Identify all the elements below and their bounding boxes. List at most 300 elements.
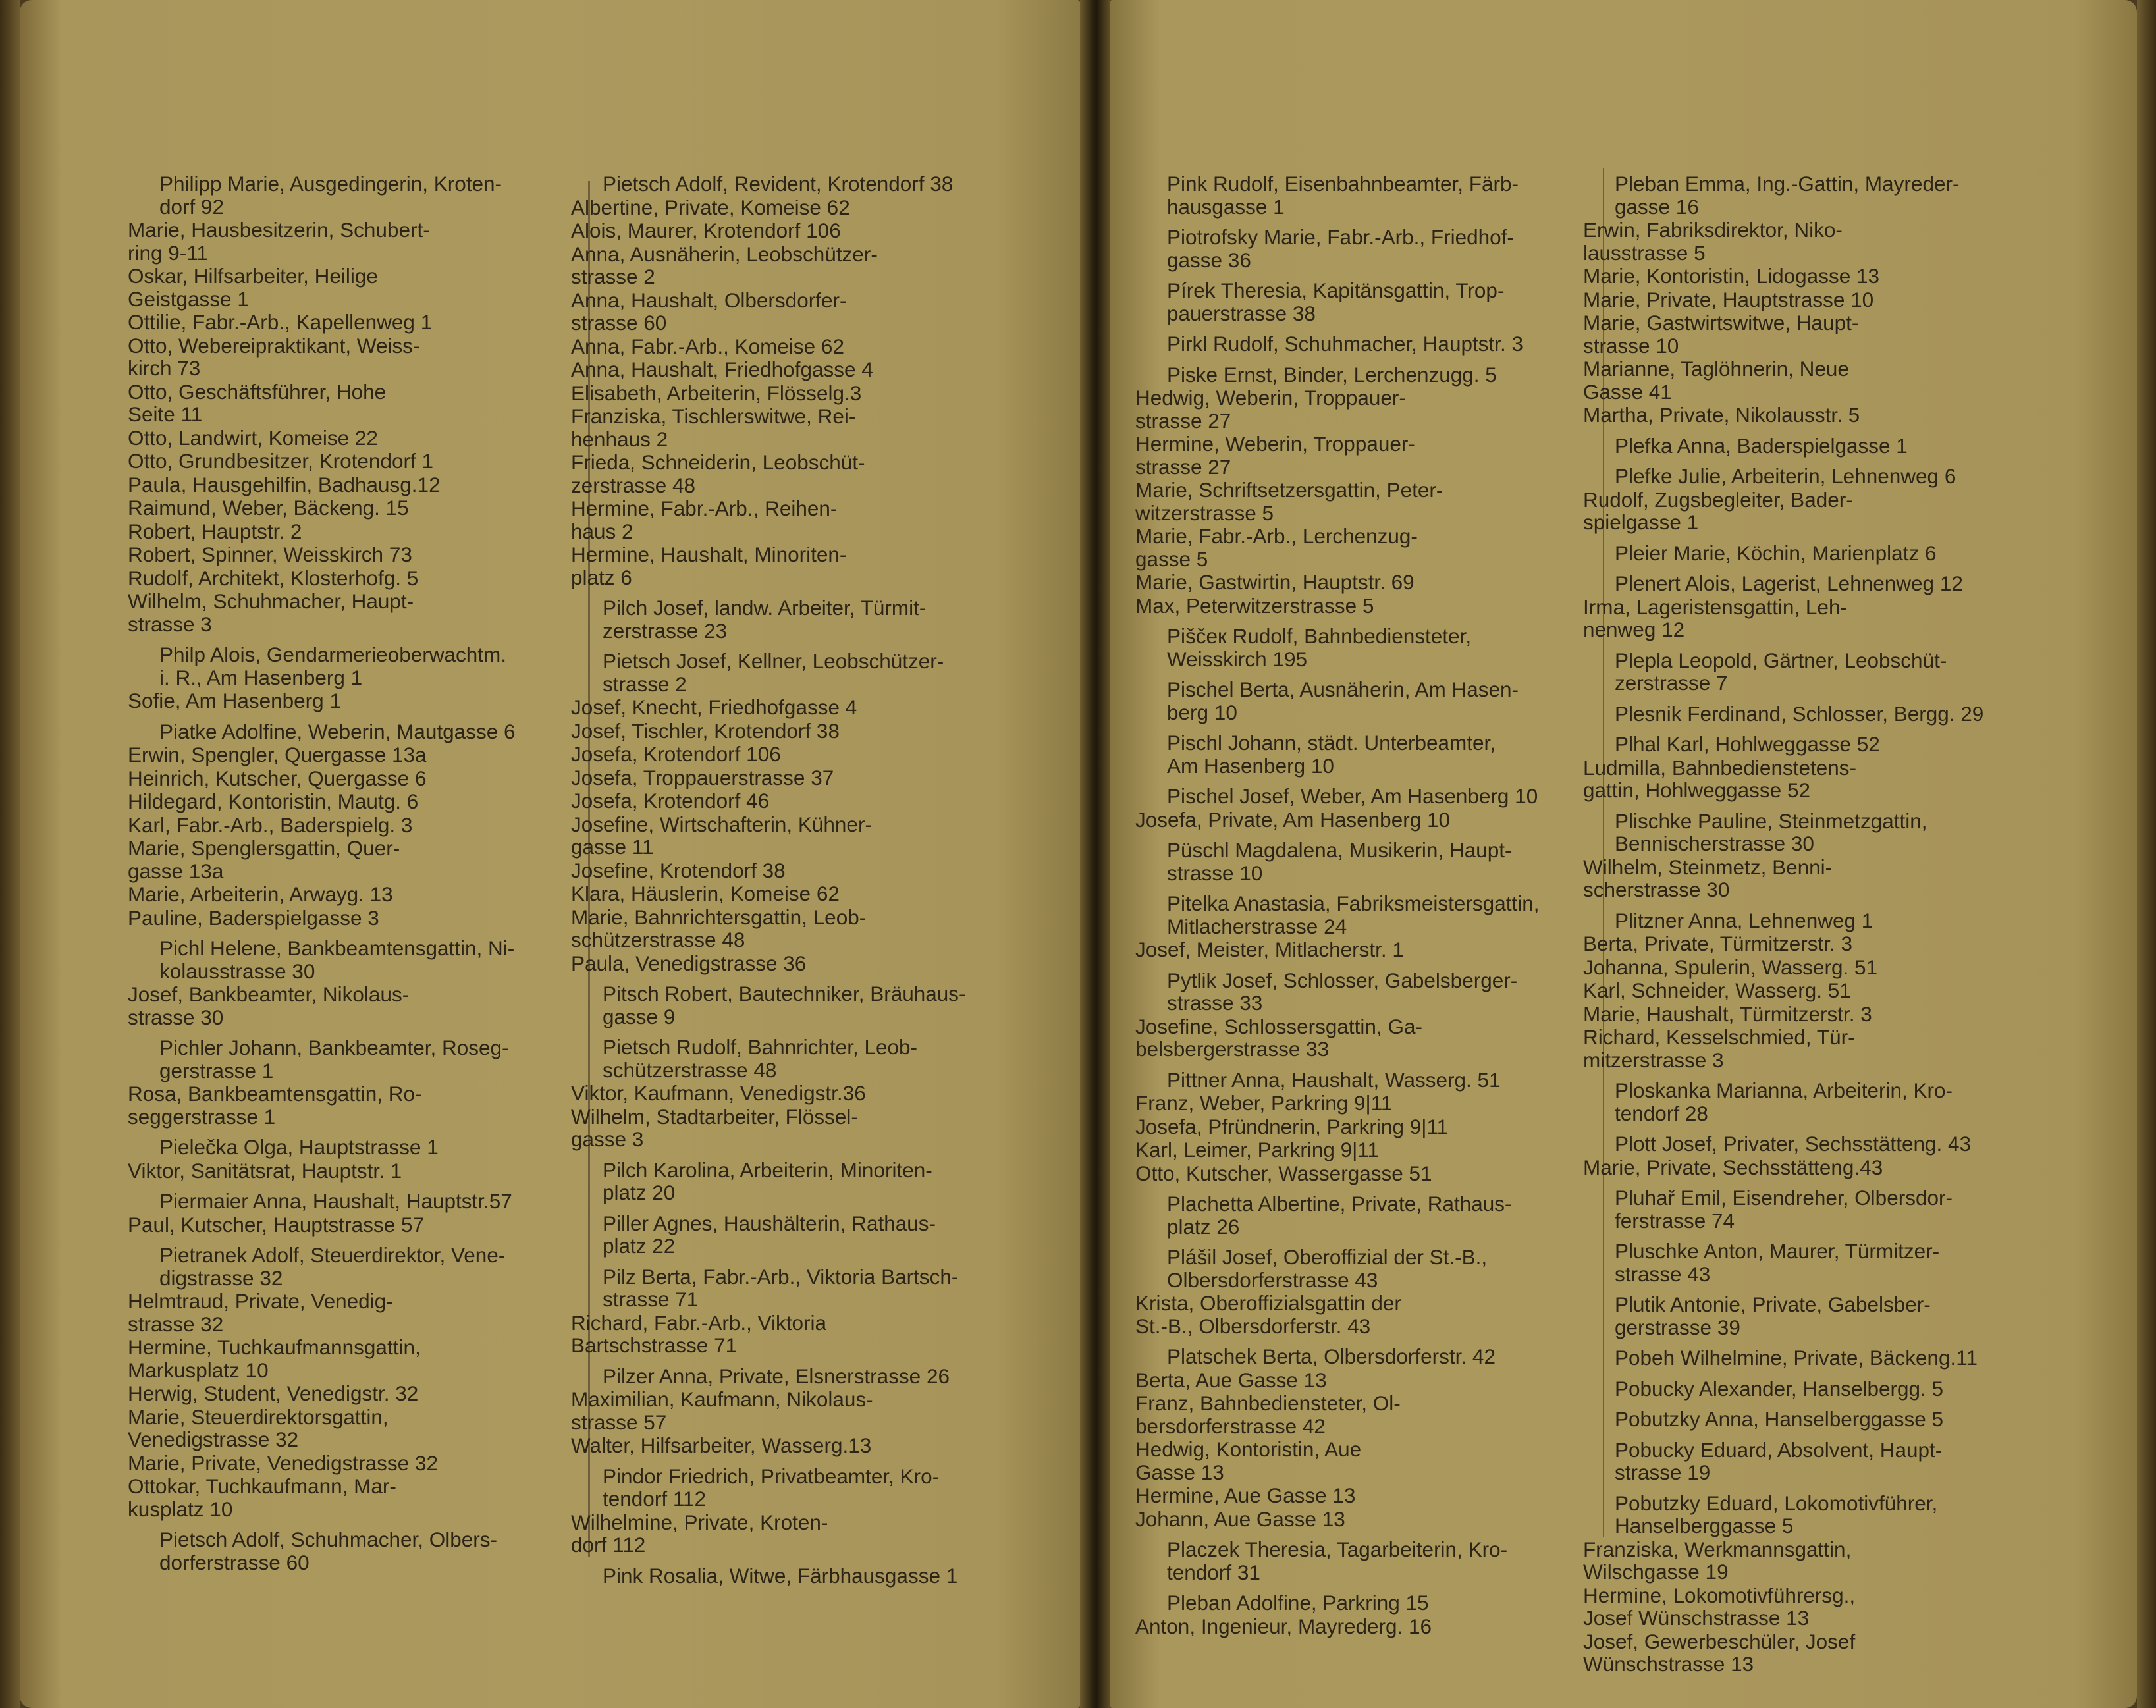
directory-sub-entry: [1583, 287, 2036, 311]
directory-sub-entry: [128, 496, 581, 520]
entry-line: Franz, Bahnbediensteter, Ol-: [1135, 1391, 1401, 1415]
directory-sub-entry: [571, 882, 1024, 905]
directory-sub-entry: [1583, 218, 2036, 265]
directory-entry: [603, 1036, 1024, 1081]
entry-continuation-line: mitzerstrasse 3: [1583, 1048, 1724, 1072]
directory-sub-entry: [1135, 1091, 1588, 1115]
entry-line: Ottilie, Fabr.-Arb., Kapellenweg 1: [128, 310, 433, 334]
directory-entry: [1167, 785, 1588, 808]
directory-entry: [1615, 173, 2036, 218]
directory-sub-entry: [571, 858, 1024, 882]
directory-sub-entry: [1135, 593, 1588, 618]
directory-sub-entry: [1135, 386, 1588, 433]
entry-line: Pilz Berta, Fabr.-Arb., Viktoria Bartsch-: [603, 1264, 959, 1289]
entry-continuation-line: Hanselberggasse 5: [1615, 1514, 1794, 1537]
entry-line: Pittner Anna, Haushalt, Wasserg. 51: [1167, 1067, 1501, 1092]
entry-continuation-line: strasse 57: [571, 1410, 667, 1434]
directory-sub-entry: [1583, 1583, 2036, 1630]
entry-line: Krista, Oberoffizialsgattin der: [1135, 1291, 1401, 1315]
entry-line: Helmtraud, Private, Venedig-: [128, 1289, 393, 1313]
directory-entry: [1167, 226, 1588, 271]
entry-continuation-line: ferstrasse 74: [1615, 1208, 1735, 1233]
entry-line: Herwig, Student, Venedigstr. 32: [128, 1381, 419, 1405]
directory-entry: [1167, 1246, 1588, 1291]
entry-line: Hermine, Haushalt, Minoriten-: [571, 543, 847, 566]
directory-sub-entry: [128, 1158, 581, 1183]
entry-line: Pietranek Adolf, Steuerdirektor, Vene-: [159, 1243, 506, 1267]
entry-line: Pietsch Josef, Kellner, Leobschützer-: [603, 649, 944, 673]
entry-line: Otto, Kutscher, Wassergasse 51: [1135, 1161, 1432, 1185]
entry-line: Josef, Knecht, Friedhofgasse 4: [571, 695, 857, 719]
entry-continuation-line: Olbersdorferstrasse 43: [1167, 1268, 1378, 1292]
entry-line: Karl, Leimer, Parkring 9|11: [1135, 1138, 1380, 1161]
entry-line: Josefine, Schlossersgattin, Ga-: [1135, 1014, 1422, 1038]
entry-line: Josefine, Wirtschafterin, Kühner-: [571, 812, 872, 836]
entry-continuation-line: dorferstrasse 60: [159, 1550, 310, 1574]
directory-sub-entry: [571, 404, 1024, 451]
entry-line: Plutik Antonie, Private, Gabelsber-: [1615, 1293, 1931, 1316]
entry-continuation-line: Gasse 13: [1135, 1460, 1224, 1484]
entry-continuation-line: gerstrasse 39: [1615, 1315, 1740, 1339]
entry-line: Pleban Emma, Ing.-Gattin, Mayreder-: [1615, 172, 1960, 196]
entry-line: Plefka Anna, Baderspielgasse 1: [1615, 433, 1908, 458]
directory-entry: [159, 173, 581, 218]
entry-line: Pluschke Anton, Maurer, Türmitzer-: [1615, 1239, 1940, 1263]
directory-entry: [1167, 279, 1588, 325]
entry-line: Berta, Aue Gasse 13: [1135, 1368, 1327, 1392]
directory-sub-entry: [1135, 1507, 1588, 1531]
directory-sub-entry: [1583, 1155, 2036, 1179]
directory-sub-entry: [1583, 357, 2036, 404]
directory-sub-entry: [1135, 1368, 1588, 1392]
entry-line: Josef, Gewerbeschüler, Josef: [1583, 1629, 1856, 1653]
entry-line: Rudolf, Architekt, Klosterhofg. 5: [128, 566, 419, 590]
entry-continuation-line: Bennischerstrasse 30: [1615, 832, 1814, 855]
entry-line: Marie, Spenglersgattin, Quer-: [128, 836, 400, 860]
entry-line: Ploskanka Marianna, Arbeiterin, Kro-: [1615, 1079, 1953, 1102]
directory-sub-entry: [1135, 1614, 1588, 1638]
directory-sub-entry: [571, 789, 1024, 813]
directory-sub-entry: [1583, 978, 2036, 1002]
entry-line: Josefa, Pfründnerin, Parkring 9|11: [1135, 1114, 1449, 1138]
directory-entry: [603, 982, 1024, 1028]
entry-line: Hildegard, Kontoristin, Mautg. 6: [128, 789, 419, 813]
entry-continuation-line: henhaus 2: [571, 427, 668, 451]
entry-line: Josef, Meister, Mitlacherstr. 1: [1135, 938, 1404, 961]
directory-sub-entry: [128, 1212, 581, 1237]
directory-entry: [603, 1465, 1024, 1510]
entry-continuation-line: berg 10: [1167, 700, 1237, 724]
entry-continuation-line: strasse 10: [1583, 333, 1679, 358]
directory-sub-entry: [1583, 1001, 2036, 1026]
entry-continuation-line: Mitlacherstrasse 24: [1167, 914, 1347, 938]
directory-entry: [159, 1190, 581, 1213]
entry-line: Pindor Friedrich, Privatbeamter, Kro-: [603, 1464, 940, 1488]
directory-entry: [1615, 1408, 2036, 1431]
entry-line: Franziska, Tischlerswitwe, Rei-: [571, 404, 856, 428]
directory-sub-entry: [128, 472, 581, 496]
entry-line: Pietsch Adolf, Revident, Krotendorf 38: [603, 172, 954, 196]
entry-continuation-line: seggerstrasse 1: [128, 1104, 276, 1129]
entry-line: Plott Josef, Privater, Sechsstätteng. 43: [1615, 1132, 1972, 1156]
entry-line: Hermine, Fabr.-Arb., Reihen-: [571, 496, 838, 520]
directory-entry: [159, 1244, 581, 1289]
directory-sub-entry: [571, 695, 1024, 719]
entry-line: Alois, Maurer, Krotendorf 106: [571, 219, 841, 242]
directory-entry: [1615, 1377, 2036, 1401]
entry-continuation-line: bersdorferstrasse 42: [1135, 1414, 1326, 1438]
directory-sub-entry: [128, 1474, 581, 1521]
entry-line: Sofie, Am Hasenberg 1: [128, 689, 341, 712]
entry-line: Pleier Marie, Köchin, Marienplatz 6: [1615, 541, 1937, 565]
entry-line: Viktor, Sanitätsrat, Hauptstr. 1: [128, 1158, 402, 1183]
directory-sub-entry: [1583, 1629, 2036, 1676]
entry-continuation-line: gasse 13a: [128, 859, 224, 883]
entry-line: Pleban Adolfine, Parkring 15: [1167, 1591, 1429, 1615]
entry-continuation-line: dorf 92: [159, 194, 225, 219]
directory-sub-entry: [571, 1433, 1024, 1457]
entry-line: Rosa, Bankbeamtensgattin, Ro-: [128, 1082, 422, 1106]
entry-continuation-line: digstrasse 32: [159, 1266, 283, 1290]
entry-continuation-line: strasse 10: [1167, 861, 1263, 885]
directory-sub-entry: [128, 689, 581, 712]
entry-continuation-line: strasse 32: [128, 1312, 224, 1336]
entry-line: Josefine, Krotendorf 38: [571, 858, 786, 882]
entry-line: Marie, Haushalt, Türmitzerstr. 3: [1583, 1001, 1872, 1026]
entry-line: Robert, Hauptstr. 2: [128, 519, 302, 543]
entry-line: Pilch Karolina, Arbeiterin, Minoriten-: [603, 1158, 932, 1182]
entry-line: Wilhelm, Stadtarbeiter, Flössel-: [571, 1104, 858, 1129]
directory-entry: [603, 1159, 1024, 1204]
directory-entry: [603, 650, 1024, 695]
directory-entry: [1167, 1345, 1588, 1368]
entry-line: Piske Ernst, Binder, Lerchenzugg. 5: [1167, 362, 1497, 387]
entry-line: Plefke Julie, Arbeiterin, Lehnenweg 6: [1615, 464, 1956, 488]
directory-sub-entry: [571, 765, 1024, 789]
directory-sub-entry: [571, 905, 1024, 951]
entry-line: Robert, Spinner, Weisskirch 73: [128, 543, 412, 566]
entry-line: Piatke Adolfine, Weberin, Mautgasse 6: [159, 719, 516, 743]
directory-sub-entry: [571, 219, 1024, 242]
entry-continuation-line: zerstrasse 48: [571, 473, 696, 497]
entry-continuation-line: strasse 3: [128, 612, 212, 636]
directory-entry: [1615, 909, 2036, 932]
entry-continuation-line: gattin, Hohlweggasse 52: [1583, 778, 1810, 802]
directory-column-1: [128, 172, 581, 1574]
entry-line: Otto, Geschäftsführer, Hohe: [128, 379, 387, 404]
entry-line: Marianne, Taglöhnerin, Neue: [1583, 357, 1849, 381]
entry-continuation-line: schützerstrasse 48: [571, 928, 745, 951]
entry-line: Anna, Ausnäherin, Leobschützer-: [571, 242, 878, 266]
entry-continuation-line: Geistgasse 1: [128, 286, 249, 311]
entry-continuation-line: strasse 19: [1615, 1460, 1711, 1484]
directory-entry: [603, 1365, 1024, 1388]
entry-line: Marie, Gastwirtswitwe, Haupt-: [1583, 311, 1859, 334]
entry-line: Walter, Hilfsarbeiter, Wasserg.13: [571, 1433, 872, 1457]
entry-line: Pauline, Baderspielgasse 3: [128, 905, 379, 930]
entry-continuation-line: strasse 27: [1135, 454, 1231, 479]
entry-continuation-line: strasse 2: [571, 265, 655, 288]
directory-column-3: [1135, 172, 1588, 1638]
entry-continuation-line: strasse 2: [603, 672, 687, 696]
entry-line: Otto, Grundbesitzer, Krotendorf 1: [128, 449, 433, 473]
directory-sub-entry: [1135, 1291, 1588, 1338]
entry-line: Irma, Lageristensgattin, Leh-: [1583, 595, 1847, 619]
directory-entry: [1615, 1133, 2036, 1156]
directory-sub-entry: [128, 905, 581, 930]
entry-continuation-line: gasse 3: [571, 1127, 644, 1151]
entry-line: Plepla Leopold, Gärtner, Leobschüt-: [1615, 648, 1947, 672]
directory-sub-entry: [1583, 311, 2036, 358]
directory-sub-entry: [128, 333, 581, 380]
entry-line: Piller Agnes, Haushälterin, Rathaus-: [603, 1211, 936, 1235]
directory-entry: [1615, 703, 2036, 726]
directory-sub-entry: [1135, 807, 1588, 832]
entry-line: Marie, Schriftsetzersgattin, Peter-: [1135, 478, 1443, 502]
entry-line: Hermine, Lokomotivführersg.,: [1583, 1583, 1856, 1607]
directory-entry: [1167, 1069, 1588, 1092]
entry-line: Püschl Magdalena, Musikerin, Haupt-: [1167, 838, 1512, 862]
directory-sub-entry: [571, 718, 1024, 743]
directory-sub-entry: [1135, 1114, 1588, 1138]
entry-line: Plitzner Anna, Lehnenweg 1: [1615, 908, 1873, 932]
entry-line: Anna, Fabr.-Arb., Komeise 62: [571, 334, 844, 358]
directory-sub-entry: [1135, 432, 1588, 479]
directory-sub-entry: [571, 1104, 1024, 1151]
entry-line: Otto, Landwirt, Komeise 22: [128, 425, 378, 450]
entry-continuation-line: zerstrasse 7: [1615, 671, 1728, 695]
directory-entry: [159, 1036, 581, 1082]
directory-sub-entry: [571, 1081, 1024, 1105]
directory-sub-entry: [128, 789, 581, 813]
directory-sub-entry: [571, 1387, 1024, 1434]
entry-line: Pilzer Anna, Private, Elsnerstrasse 26: [603, 1364, 950, 1388]
entry-line: Hermine, Tuchkaufmannsgattin,: [128, 1335, 421, 1359]
directory-entry: [1167, 892, 1588, 938]
directory-sub-entry: [128, 310, 581, 334]
directory-sub-entry: [571, 358, 1024, 381]
directory-sub-entry: [128, 1082, 581, 1129]
directory-sub-entry: [1583, 755, 2036, 802]
directory-entry: [1167, 1591, 1588, 1615]
directory-sub-entry: [571, 1510, 1024, 1557]
directory-sub-entry: [128, 589, 581, 636]
directory-sub-entry: [128, 566, 581, 590]
entry-line: Pytlik Josef, Schlosser, Gabelsberger-: [1167, 968, 1518, 992]
directory-sub-entry: [571, 334, 1024, 358]
directory-sub-entry: [128, 449, 581, 473]
entry-line: Oskar, Hilfsarbeiter, Heilige: [128, 264, 378, 288]
entry-line: Anton, Ingenieur, Mayrederg. 16: [1135, 1614, 1432, 1638]
entry-continuation-line: ring 9-11: [128, 240, 208, 265]
entry-continuation-line: haus 2: [571, 519, 633, 543]
directory-entry: [1167, 333, 1588, 356]
entry-line: Otto, Webereipraktikant, Weiss-: [128, 333, 420, 358]
directory-entry: [603, 597, 1024, 642]
directory-sub-entry: [571, 543, 1024, 589]
directory-entry: [1615, 1439, 2036, 1484]
entry-line: Pobucky Eduard, Absolvent, Haupt-: [1615, 1437, 1943, 1462]
entry-continuation-line: platz 20: [603, 1181, 676, 1204]
entry-line: Johanna, Spulerin, Wasserg. 51: [1583, 955, 1878, 979]
directory-sub-entry: [571, 812, 1024, 859]
entry-line: Klara, Häuslerin, Komeise 62: [571, 882, 840, 905]
entry-line: Platschek Berta, Olbersdorferstr. 42: [1167, 1345, 1496, 1368]
directory-entry: [1167, 173, 1588, 218]
entry-line: Philipp Marie, Ausgedingerin, Kroten-: [159, 172, 502, 196]
entry-line: Pischel Berta, Ausnäherin, Am Hasen-: [1167, 678, 1519, 701]
entry-line: Hedwig, Weberin, Troppauer-: [1135, 386, 1406, 410]
entry-line: Pischl Johann, städt. Unterbeamter,: [1167, 731, 1496, 755]
directory-entry: [1167, 969, 1588, 1015]
entry-line: Plhal Karl, Hohlweggasse 52: [1615, 732, 1880, 756]
directory-sub-entry: [1583, 955, 2036, 979]
directory-entry: [1615, 465, 2036, 488]
entry-line: Marie, Private, Venedigstrasse 32: [128, 1451, 438, 1475]
entry-line: Viktor, Kaufmann, Venedigstr.36: [571, 1081, 866, 1105]
entry-line: Maximilian, Kaufmann, Nikolaus-: [571, 1387, 873, 1411]
directory-entry: [1615, 649, 2036, 695]
entry-continuation-line: Bartschstrasse 71: [571, 1333, 738, 1357]
directory-sub-entry: [1135, 938, 1588, 961]
directory-sub-entry: [1583, 264, 2036, 288]
directory-entry: [1615, 1492, 2036, 1537]
entry-continuation-line: zerstrasse 23: [603, 618, 728, 643]
entry-line: Paul, Kutscher, Hauptstrasse 57: [128, 1212, 424, 1237]
entry-line: Pírek Theresia, Kapitänsgattin, Trop-: [1167, 279, 1505, 302]
directory-entry: [1615, 1240, 2036, 1285]
entry-line: Erwin, Fabriksdirektor, Niko-: [1583, 218, 1843, 242]
entry-continuation-line: i. R., Am Hasenberg 1: [159, 665, 363, 689]
entry-continuation-line: strasse 33: [1167, 991, 1263, 1015]
entry-line: Josef, Tischler, Krotendorf 38: [571, 718, 840, 743]
directory-entry: [1167, 363, 1588, 387]
directory-entry: [1615, 1079, 2036, 1125]
directory-sub-entry: [1583, 855, 2036, 901]
directory-entry: [159, 643, 581, 689]
directory-sub-entry: [571, 496, 1024, 543]
entry-line: Pilch Josef, landw. Arbeiter, Türmit-: [603, 596, 927, 620]
entry-continuation-line: Gasse 41: [1583, 379, 1672, 404]
entry-continuation-line: Venedigstrasse 32: [128, 1428, 299, 1451]
entry-line: Erwin, Spengler, Quergasse 13a: [128, 743, 427, 766]
entry-line: Franz, Weber, Parkring 9|11: [1135, 1091, 1393, 1115]
entry-line: Josefa, Krotendorf 106: [571, 742, 781, 766]
entry-line: Marie, Steuerdirektorsgattin,: [128, 1404, 389, 1429]
directory-sub-entry: [1583, 595, 2036, 641]
directory-sub-entry: [571, 195, 1024, 219]
entry-line: Paula, Hausgehilfin, Badhausg.12: [128, 472, 441, 496]
directory-sub-entry: [571, 381, 1024, 405]
entry-continuation-line: platz 22: [603, 1234, 676, 1258]
directory-entry: [1615, 733, 2036, 756]
entry-continuation-line: lausstrasse 5: [1583, 240, 1706, 265]
entry-line: Pluhař Emil, Eisendreher, Olbersdor-: [1615, 1186, 1953, 1210]
entry-continuation-line: St.-B., Olbersdorferstr. 43: [1135, 1314, 1371, 1338]
directory-sub-entry: [571, 742, 1024, 766]
entry-continuation-line: tendorf 28: [1615, 1101, 1708, 1125]
entry-line: Anna, Haushalt, Friedhofgasse 4: [571, 358, 873, 381]
directory-sub-entry: [1583, 932, 2036, 955]
directory-sub-entry: [1135, 570, 1588, 594]
directory-sub-entry: [128, 543, 581, 566]
entry-line: Elisabeth, Arbeiterin, Flösselg.3: [571, 381, 862, 405]
entry-continuation-line: strasse 71: [603, 1287, 699, 1311]
directory-sub-entry: [128, 1289, 581, 1336]
entry-line: Pichl Helene, Bankbeamtensgattin, Ni-: [159, 936, 515, 960]
entry-continuation-line: gasse 11: [571, 835, 654, 859]
entry-continuation-line: platz 6: [571, 565, 632, 589]
entry-line: Marie, Bahnrichtersgattin, Leob-: [571, 905, 867, 929]
entry-line: Pobucky Alexander, Hanselbergg. 5: [1615, 1376, 1944, 1401]
entry-line: Wilhelm, Steinmetz, Benni-: [1583, 855, 1833, 879]
directory-sub-entry: [1135, 1138, 1588, 1161]
entry-line: Plachetta Albertine, Private, Rathaus-: [1167, 1192, 1512, 1215]
entry-continuation-line: tendorf 31: [1167, 1560, 1260, 1584]
entry-line: Pink Rudolf, Eisenbahnbeamter, Färb-: [1167, 172, 1519, 196]
entry-continuation-line: belsbergerstrasse 33: [1135, 1037, 1330, 1061]
directory-sub-entry: [128, 264, 581, 311]
entry-line: Marie, Fabr.-Arb., Lerchenzug-: [1135, 524, 1418, 548]
entry-line: Plášil Josef, Oberoffizial der St.-B.,: [1167, 1245, 1488, 1269]
directory-entry: [603, 1564, 1024, 1588]
directory-sub-entry: [1583, 487, 2036, 534]
entry-line: Max, Peterwitzerstrasse 5: [1135, 593, 1374, 618]
book-edge-left: [0, 0, 20, 1708]
directory-sub-entry: [571, 1310, 1024, 1357]
entry-continuation-line: Josef Wünschstrasse 13: [1583, 1606, 1810, 1630]
entry-continuation-line: strasse 27: [1135, 408, 1231, 433]
entry-line: Hermine, Aue Gasse 13: [1135, 1483, 1356, 1507]
entry-line: Marie, Gastwirtin, Hauptstr. 69: [1135, 570, 1415, 594]
entry-continuation-line: pauerstrasse 38: [1167, 301, 1316, 325]
entry-continuation-line: schützerstrasse 48: [603, 1057, 777, 1082]
entry-continuation-line: Seite 11: [128, 402, 203, 426]
entry-continuation-line: dorf 112: [571, 1533, 646, 1557]
entry-line: Pink Rosalia, Witwe, Färbhausgasse 1: [603, 1563, 958, 1588]
directory-entry: [1167, 839, 1588, 884]
directory-sub-entry: [571, 450, 1024, 497]
entry-continuation-line: gasse 5: [1135, 547, 1208, 571]
directory-sub-entry: [128, 743, 581, 766]
entry-line: Karl, Schneider, Wasserg. 51: [1583, 978, 1851, 1002]
directory-sub-entry: [1583, 1025, 2036, 1072]
directory-entry: [1615, 572, 2036, 595]
directory-entry: [159, 720, 581, 743]
entry-line: Pobutzky Anna, Hanselberggasse 5: [1615, 1407, 1944, 1431]
entry-line: Hedwig, Kontoristin, Aue: [1135, 1437, 1362, 1461]
entry-line: Wilhelmine, Private, Kroten-: [571, 1510, 828, 1534]
directory-sub-entry: [1135, 1391, 1588, 1438]
directory-sub-entry: [571, 242, 1024, 288]
entry-line: Josefa, Krotendorf 46: [571, 789, 770, 813]
entry-line: Berta, Private, Türmitzerstr. 3: [1583, 932, 1853, 955]
directory-sub-entry: [128, 1451, 581, 1475]
entry-line: Marie, Private, Sechsstätteng.43: [1583, 1155, 1883, 1179]
directory-entry: [1615, 542, 2036, 565]
directory-sub-entry: [571, 288, 1024, 334]
entry-line: Pietsch Adolf, Schuhmacher, Olbers-: [159, 1528, 497, 1551]
directory-sub-entry: [1135, 524, 1588, 571]
entry-line: Anna, Haushalt, Olbersdorfer-: [571, 288, 847, 312]
book-edge-right: [2137, 0, 2156, 1708]
directory-column-2: [571, 172, 1024, 1588]
entry-line: Marie, Private, Hauptstrasse 10: [1583, 287, 1874, 311]
directory-entry: [603, 1266, 1024, 1311]
entry-continuation-line: gasse 36: [1167, 248, 1251, 272]
directory-entry: [1167, 1538, 1588, 1584]
entry-line: Raimund, Weber, Bäckeng. 15: [128, 496, 409, 520]
